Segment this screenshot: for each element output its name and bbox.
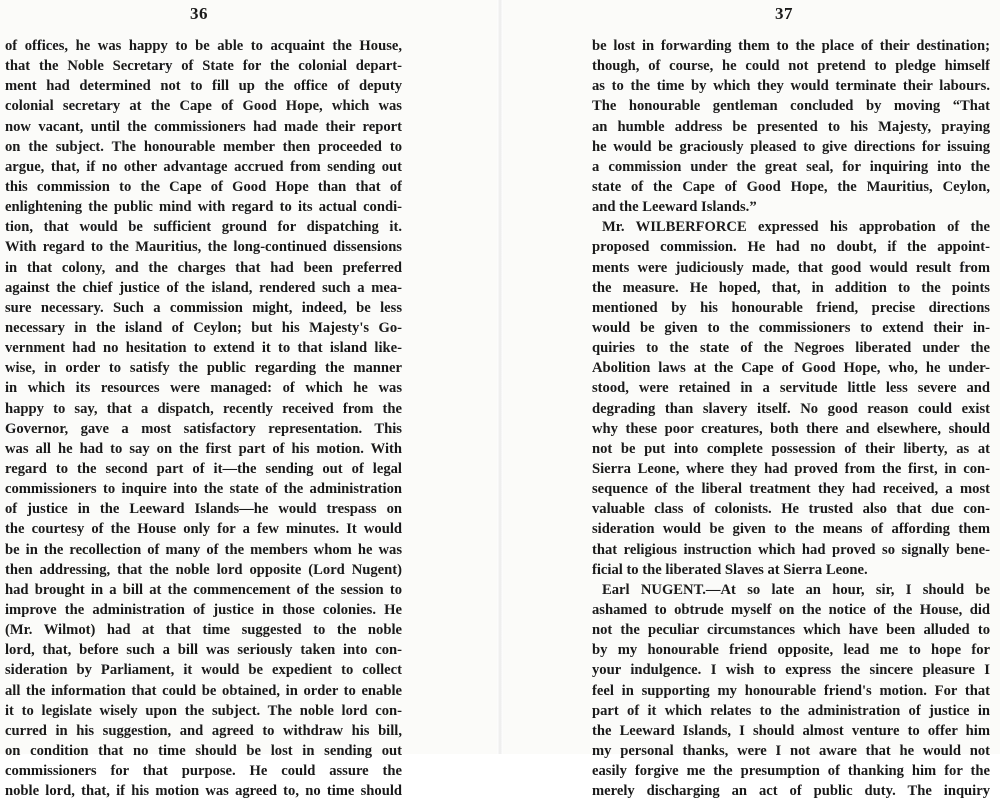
text-line: improve the administration of justice in those colonies. He bbox=[5, 601, 402, 618]
text-line: be in the recollection of many of the members whom he was bbox=[5, 541, 402, 558]
text-line: tion, that would be sufficient ground for dispatching it. bbox=[5, 219, 402, 236]
text-line: why these poor creatures, both there and elsewhere, should bbox=[592, 420, 990, 437]
page-number-right: 37 bbox=[775, 4, 793, 23]
text-line: and the Leeward Islands.” bbox=[592, 199, 757, 216]
text-line: an humble address be presented to his Majesty, praying bbox=[592, 118, 990, 135]
text-line: not be put into complete possession of their liberty, as at bbox=[592, 440, 990, 457]
text-line: The honourable gentleman concluded by moving “That bbox=[592, 98, 990, 115]
text-line: it to legislate wisely upon the subject. The noble lord con- bbox=[5, 702, 402, 719]
text-line: against the chief justice of the island, rendered such a mea- bbox=[5, 279, 402, 296]
text-line: not the peculiar circumstances which have been alluded to bbox=[592, 622, 990, 639]
text-line: lord, that, before such a bill was seriously taken into con- bbox=[5, 642, 402, 659]
page-number-left: 36 bbox=[190, 4, 208, 23]
text-line: easily forgive me the presumption of thanking him for the bbox=[592, 763, 990, 780]
text-line: was all he had to say on the first part of his motion. With bbox=[5, 440, 402, 457]
text-line: sequence of the liberal treatment they had received, a most bbox=[592, 481, 990, 498]
text-line: the measure. He hoped, that, in addition to the points bbox=[592, 279, 990, 296]
text-line: argue, that, if no other advantage accrued from sending out bbox=[5, 158, 402, 175]
text-line: ficial to the liberated Slaves at Sierra Leone. bbox=[592, 561, 868, 578]
text-line: commissioners to inquire into the state of the administration bbox=[5, 481, 402, 498]
text-line: sideration by Parliament, it would be expedient to collect bbox=[5, 662, 402, 679]
text-line: curred in his suggestion, and agreed to withdraw his bill, bbox=[5, 722, 402, 739]
text-line: enlightening the public mind with regard to its actual condi- bbox=[5, 199, 402, 216]
text-line: of offices, he was happy to be able to acquaint the House, bbox=[5, 38, 402, 54]
text-line: of justice in the Leeward Islands—he would trespass on bbox=[5, 501, 402, 518]
text-line: that the Noble Secretary of State for the colonial depart- bbox=[5, 58, 402, 75]
text-line: as to the time by which they would terminate their labours. bbox=[592, 78, 990, 95]
left-page-text bbox=[5, 36, 402, 801]
text-line: the Leeward Islands, I should almost venture to offer him bbox=[592, 722, 990, 739]
text-line: Governor, gave a most satisfactory representation. This bbox=[5, 420, 402, 437]
text-line: stood, were retained in a servitude little less severe and bbox=[592, 380, 990, 397]
text-line: feel in supporting my honourable friend's motion. For that bbox=[592, 682, 990, 699]
paragraph-start-wilberforce: Mr. WILBERFORCE expressed his approbation of the bbox=[602, 219, 990, 236]
text-line: a commission under the great seal, for inquiring into the bbox=[592, 158, 990, 175]
text-line: would be given to the commissioners to extend their in- bbox=[592, 319, 990, 336]
text-line: all the information that could be obtained, in order to enable bbox=[5, 682, 402, 699]
text-line: With regard to the Mauritius, the long-continued dissensions bbox=[5, 239, 402, 256]
text-line: he would be graciously pleased to give directions for issuing bbox=[592, 138, 990, 155]
text-line: now vacant, until the commissioners had made their report bbox=[5, 118, 402, 135]
text-line: be lost in forwarding them to the place of their destination; bbox=[592, 38, 990, 54]
text-line: quiries to the state of the Negroes liberated under the bbox=[592, 340, 990, 357]
text-line: commissioners for that purpose. He could assure the bbox=[5, 763, 402, 780]
text-line: happy to say, that a dispatch, recently received from the bbox=[5, 400, 402, 417]
text-line: by my honourable friend opposite, lead me to hope for bbox=[592, 642, 990, 659]
text-line: colonial secretary at the Cape of Good Hope, which was bbox=[5, 98, 402, 115]
right-page-text bbox=[592, 36, 990, 801]
text-line: regard to the second part of it—the sending out of legal bbox=[5, 460, 402, 477]
text-line: (Mr. Wilmot) had at that time suggested to the noble bbox=[5, 622, 402, 639]
right-page bbox=[500, 0, 1000, 800]
text-line: in which its resources were managed: of which he was bbox=[5, 380, 402, 397]
text-line: Sierra Leone, where they had proved from the first, in con- bbox=[592, 460, 990, 477]
left-page bbox=[0, 0, 500, 800]
paragraph-start-nugent: Earl NUGENT.—At so late an hour, sir, I should be bbox=[602, 581, 990, 598]
text-line: necessary in the island of Ceylon; but his Majesty's Go- bbox=[5, 319, 402, 336]
text-line: had brought in a bill at the commencement of the session to bbox=[5, 581, 402, 598]
text-line: mentioned by his honourable friend, precise directions bbox=[592, 299, 990, 316]
text-line: vernment had no hesitation to extend it to that island like- bbox=[5, 340, 402, 357]
text-line: ashamed to obtrude myself on the notice of the House, did bbox=[592, 601, 990, 618]
text-line: this commission to the Cape of Good Hope than that of bbox=[5, 178, 402, 195]
text-line: on condition that no time should be lost in sending out bbox=[5, 742, 402, 759]
text-line: wise, in order to satisfy the public regarding the manner bbox=[5, 360, 402, 377]
text-line: ments were judiciously made, that good would result from bbox=[592, 259, 990, 276]
text-line: proposed commission. He had no doubt, if the appoint- bbox=[592, 239, 990, 256]
text-line: state of the Cape of Good Hope, the Mauritius, Ceylon, bbox=[592, 178, 990, 195]
text-line: noble lord, that, if his motion was agreed to, no time should bbox=[5, 783, 402, 800]
text-line: though, of course, he could not pretend to pledge himself bbox=[592, 58, 990, 75]
text-line: then addressing, that the noble lord opposite (Lord Nugent) bbox=[5, 561, 402, 578]
text-line: on the subject. The honourable member then proceeded to bbox=[5, 138, 402, 155]
text-line: degrading than slavery itself. No good reason could exist bbox=[592, 400, 990, 417]
text-line: sideration would be given to the means of affording them bbox=[592, 521, 990, 538]
text-line: in that colony, and the charges that had been preferred bbox=[5, 259, 402, 276]
text-line: your indulgence. I wish to express the sincere pleasure I bbox=[592, 662, 990, 679]
text-line: valuable class of colonists. He trusted also that due con- bbox=[592, 501, 990, 518]
text-line: ment had determined not to fill up the office of deputy bbox=[5, 78, 402, 95]
text-line: sure necessary. Such a commission might, indeed, be less bbox=[5, 299, 402, 316]
text-line: part of it which relates to the administration of justice in bbox=[592, 702, 990, 719]
text-line: the courtesy of the House only for a few minutes. It would bbox=[5, 521, 402, 538]
text-line: Abolition laws at the Cape of Good Hope, who, he under- bbox=[592, 360, 990, 377]
text-line: that religious instruction which had proved so signally bene- bbox=[592, 541, 990, 558]
text-line: my personal thanks, were I not aware that he would not bbox=[592, 742, 990, 759]
text-line: merely discharging an act of public duty. The inquiry bbox=[592, 783, 990, 800]
